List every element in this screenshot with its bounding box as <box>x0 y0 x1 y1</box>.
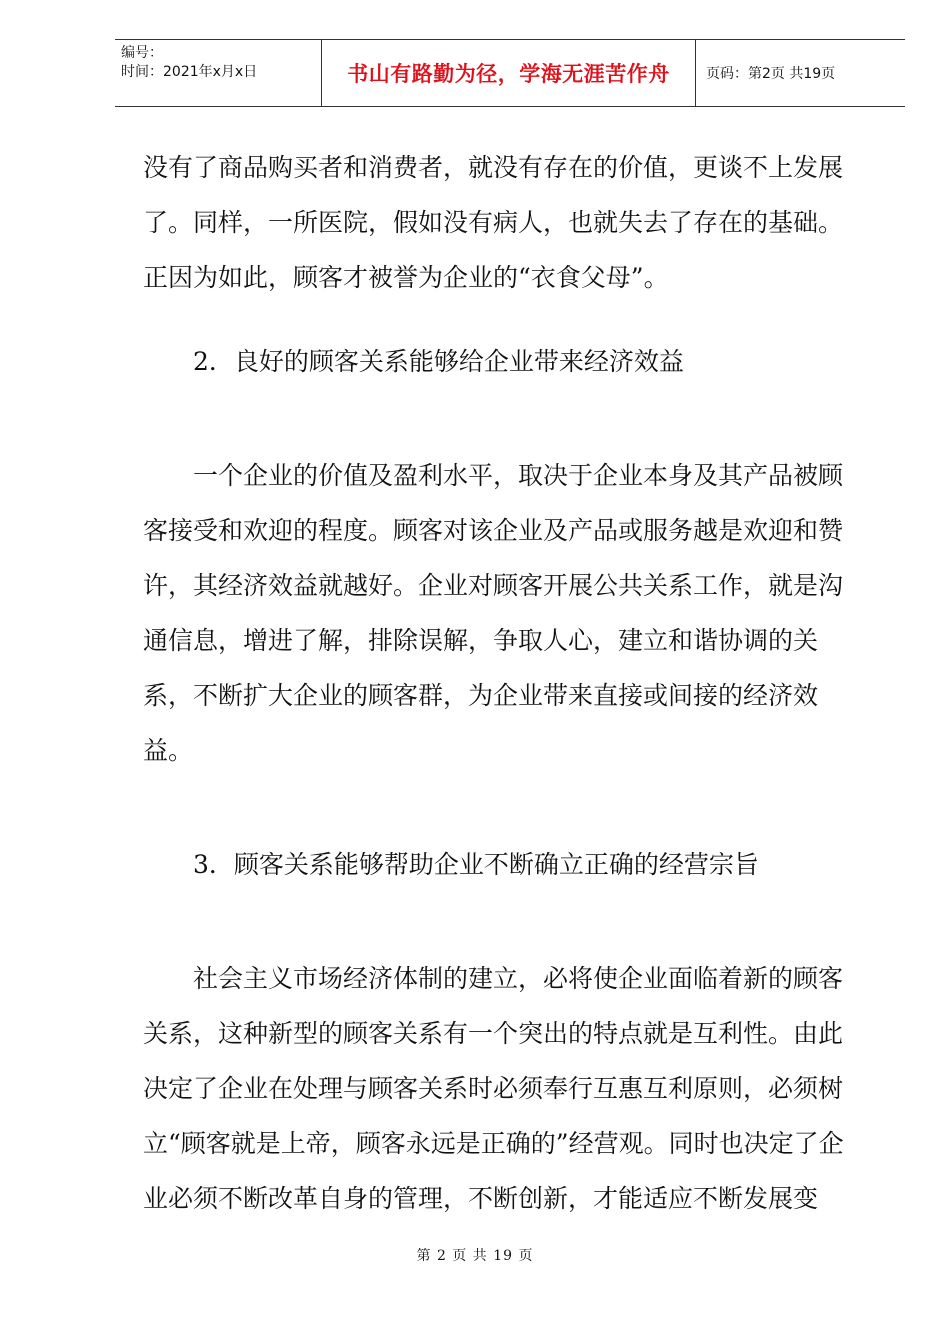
page-footer: 第 2 页 共 19 页 <box>416 1248 534 1264</box>
paragraph-2: 一个企业的价值及盈利水平，取决于企业本身及其产品被顾客接受和欢迎的程度。顾客对该企业及产品或服务越是欢迎和赞许，其经济效益就越好。企业对顾客开展公共关系工作，就是沟通信息，增进了解，排除误解，争取人心，建立和谐协调的关系，不断扩大企业的顾客群，为企业带来直接或间接的经济效益。 <box>143 461 844 765</box>
page-header <box>115 39 905 107</box>
header-page-info: 页码：第2页 共19页 <box>696 40 906 107</box>
section-heading-3: 3．顾客关系能够帮助企业不断确立正确的经营宗旨 <box>193 850 759 879</box>
document-date: 时间：2021年x月x日 <box>121 64 258 80</box>
document-number-label: 编号： <box>121 45 163 61</box>
section-heading-2: 2．良好的顾客关系能够给企业带来经济效益 <box>193 347 684 376</box>
paragraph-3: 社会主义市场经济体制的建立，必将使企业面临着新的顾客关系，这种新型的顾客关系有一个突出的特点就是互利性。由此决定了企业在处理与顾客关系时必须奉行互惠互利原则，必须树立“顾客就是上帝，顾客永远是正确的”经营观。同时也决定了企业必须不断改革自身的管理，不断创新，才能适应不断发展变 <box>143 964 844 1213</box>
document-body <box>143 140 863 1226</box>
header-meta-cell <box>115 40 322 107</box>
header-motto: 书山有路勤为径，学海无涯苦作舟 <box>322 40 696 107</box>
paragraph-1: 没有了商品购买者和消费者，就没有存在的价值，更谈不上发展了。同样，一所医院，假如没有病人，也就失去了存在的基础。正因为如此，顾客才被誉为企业的“衣食父母”。 <box>143 153 844 292</box>
